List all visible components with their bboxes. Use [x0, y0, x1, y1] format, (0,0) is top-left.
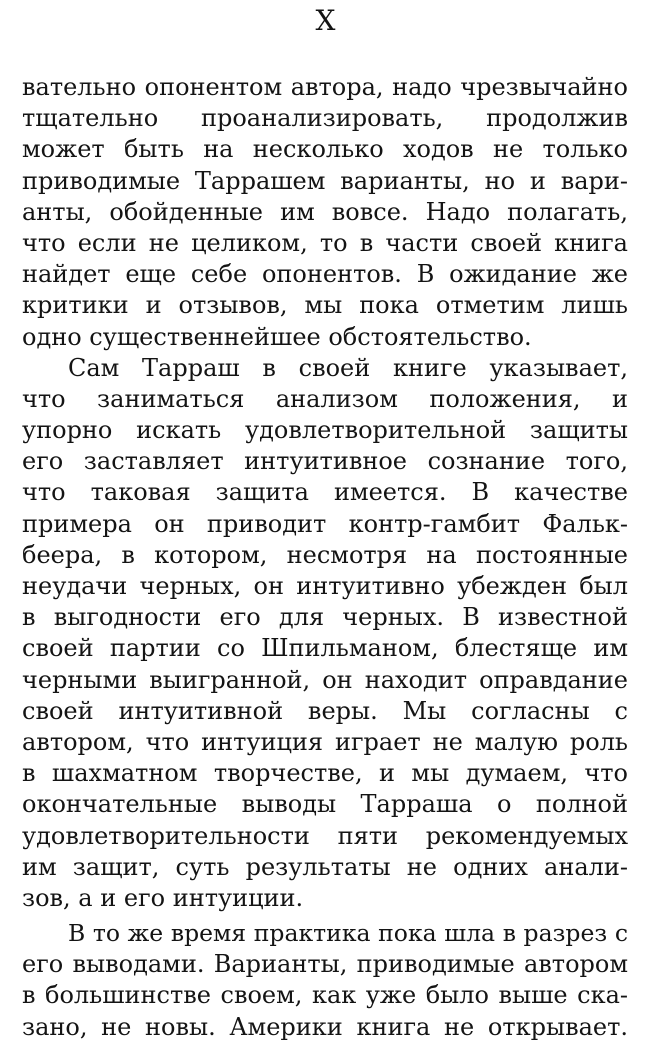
body-text — [22, 72, 628, 1043]
text-line: удовлетворительности пяти рекомендуемых — [22, 821, 628, 850]
text-line: его выводами. Варианты, приводимые автором — [22, 950, 628, 979]
paragraph-1 — [22, 72, 628, 353]
text-line: что если не целиком, то в части своей книга — [22, 228, 628, 257]
text-line: найдет еще себе опонентов. В ожидание же — [22, 260, 628, 289]
text-line: анты, обойденные им вовсе. Надо полагать, — [22, 197, 628, 226]
text-line: может быть на несколько ходов не только — [22, 135, 628, 164]
page-number: X — [315, 4, 337, 37]
text-line: зано, не новы. Америки книга не открывает. — [22, 1012, 628, 1041]
text-line: тщательно проанализировать, продолжив — [22, 104, 628, 133]
text-line: в выгодности его для черных. В известной — [22, 603, 628, 632]
text-line: Сам Тарраш в своей книге указывает, — [68, 353, 628, 382]
text-line: зов, а и его интуиции. — [22, 883, 304, 912]
text-line: одно существеннейшее обстоятельство. — [22, 322, 532, 351]
text-line: в большинстве своем, как уже было выше ска- — [22, 981, 628, 1010]
text-line: что заниматься анализом положения, и — [22, 384, 628, 413]
text-line: неудачи черных, он интуитивно убежден был — [22, 572, 628, 600]
text-line: его заставляет интуитивное сознание того, — [22, 447, 628, 476]
text-line: В то же время практика пока шла в разрез с — [68, 919, 628, 948]
text-line: вательно опонентом автора, надо чрезвычайно — [22, 73, 628, 101]
text-line: что таковая защита имеется. В качестве — [22, 478, 628, 507]
paragraph-2 — [22, 353, 628, 914]
text-line: беера, в котором, несмотря на постоянные — [22, 540, 628, 569]
text-line: упорно искать удовлетворительной защиты — [22, 416, 628, 445]
text-line: своей интуитивной веры. Мы согласны с — [22, 696, 628, 725]
text-line: им защит, суть результаты не одних анали- — [22, 852, 628, 881]
text-line: черными выигранной, он находит оправдание — [22, 665, 628, 694]
text-line: примера он приводит контр-гамбит Фальк- — [22, 509, 628, 538]
text-line: окончательные выводы Тарраша о полной — [22, 790, 628, 819]
text-line: критики и отзывов, мы пока отметим лишь — [22, 291, 628, 320]
paragraph-3 — [22, 918, 628, 1043]
text-line: автором, что интуиция играет не малую роль — [22, 727, 628, 756]
text-line: своей партии со Шпильманом, блестяще им — [22, 634, 628, 663]
text-line: приводимые Таррашем варианты, но и вари- — [22, 166, 628, 195]
text-line: в шахматном творчестве, и мы думаем, что — [22, 759, 628, 788]
